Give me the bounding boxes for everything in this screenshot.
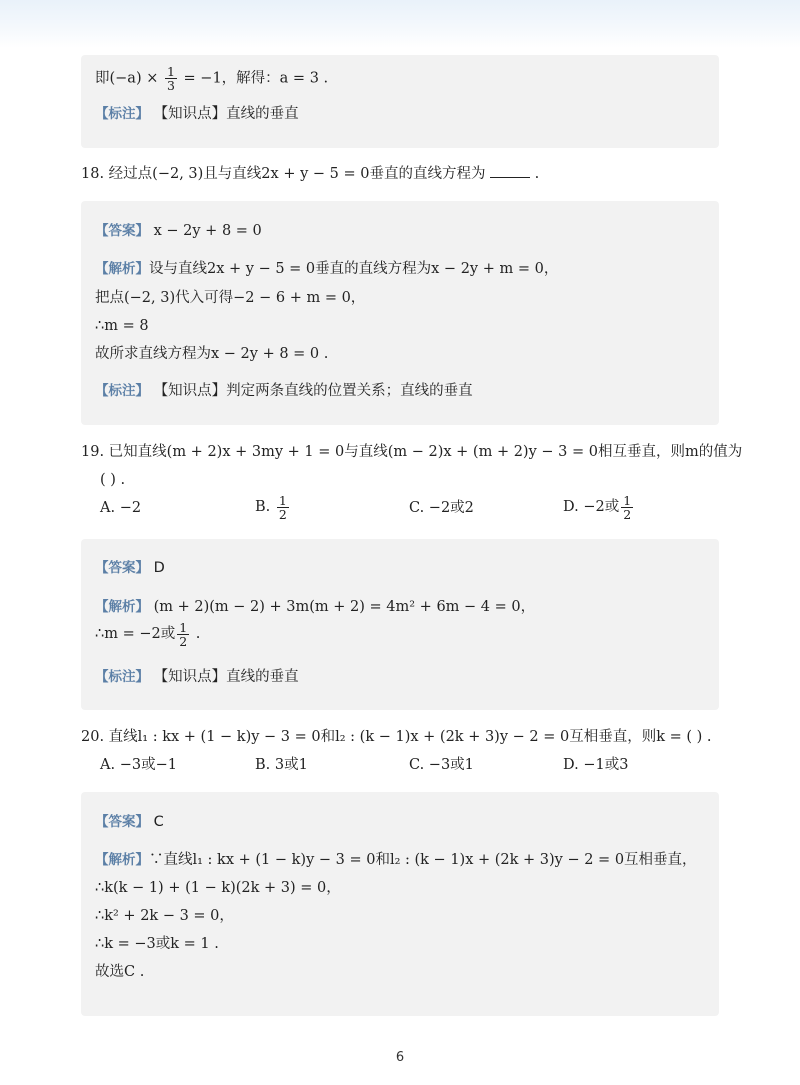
solution-box-17: [81, 55, 719, 148]
analysis-line: [95, 906, 234, 926]
option-text: D. −2或: [563, 499, 620, 515]
answer-text: x − 2y + 8 = 0: [153, 223, 262, 239]
question-20-stem: [81, 727, 712, 747]
answer-line: [95, 221, 262, 241]
question-text: 18. 经过点(−2, 3)且与直线2x + y − 5 = 0垂直的直线方程为: [81, 166, 486, 182]
option-b: [255, 490, 291, 524]
answer-line: [95, 812, 164, 832]
option-d: [563, 490, 635, 524]
analysis-text: 故选C .: [95, 964, 145, 980]
analysis-text: .: [191, 626, 201, 642]
analysis-line: [95, 962, 144, 982]
analysis-label: 【解析】: [95, 852, 149, 868]
analysis-text: ∴m = 8: [95, 318, 149, 334]
option-d: [563, 755, 628, 775]
option-text: B. 3或1: [255, 757, 308, 773]
fraction-numerator: 1: [623, 492, 632, 508]
fraction-denominator: 2: [278, 506, 287, 522]
analysis-text: 故所求直线方程为x − 2y + 8 = 0 .: [95, 346, 329, 362]
analysis-line: [95, 65, 328, 92]
solution-box-20: [81, 792, 719, 1016]
fraction: [277, 494, 289, 521]
solution-box-19: [81, 539, 719, 710]
option-c: [409, 755, 474, 775]
analysis-line: [95, 288, 365, 308]
question-text: 19. 已知直线(m + 2)x + 3my + 1 = 0与直线(m − 2)x + (m + 2)y − 3 = 0相互垂直，则m的值为: [81, 444, 743, 460]
fraction-numerator: 1: [166, 64, 175, 79]
answer-blank: [490, 164, 530, 178]
note-line: [95, 104, 299, 124]
analysis-text: 设与直线2x + y − 5 = 0垂直的直线方程为x − 2y + m = 0，: [149, 261, 559, 277]
analysis-label: 【解析】: [95, 599, 149, 615]
fraction-denominator: 2: [623, 506, 632, 522]
option-text: A. −2: [100, 500, 142, 516]
option-text: C. −2或2: [409, 500, 474, 516]
option-text: C. −3或1: [409, 757, 474, 773]
note-line: [95, 667, 299, 687]
answer-line: [95, 558, 165, 578]
question-text: .: [534, 166, 540, 182]
analysis-text: ∵直线l₁ : kx + (1 − k)y − 3 = 0和l₂ : (k − 1)x + (2k + 3)y − 2 = 0互相垂直，: [149, 852, 697, 868]
analysis-line: [95, 934, 219, 954]
question-text: ( ) .: [100, 472, 126, 488]
analysis-text: ∴k(k − 1) + (1 − k)(2k + 3) = 0，: [95, 880, 341, 896]
fraction-denominator: 2: [179, 633, 188, 649]
page-number: 6: [395, 1050, 405, 1065]
fraction-numerator: 1: [179, 619, 188, 635]
analysis-text: 把点(−2, 3)代入可得−2 − 6 + m = 0，: [95, 290, 366, 306]
analysis-text: ∴m = −2或: [95, 626, 176, 642]
analysis-line: [95, 259, 558, 279]
note-text: 【知识点】判定两条直线的位置关系；直线的垂直: [153, 383, 473, 399]
option-b: [255, 755, 308, 775]
analysis-line: [95, 597, 535, 617]
option-text: A. −3或−1: [100, 757, 177, 773]
note-text: 【知识点】直线的垂直: [153, 669, 299, 685]
fraction: [165, 65, 177, 92]
fraction-denominator: 3: [166, 78, 175, 93]
answer-text: D: [153, 560, 165, 576]
note-label: 【标注】: [95, 106, 149, 122]
analysis-text: = −1，解得：a = 3 .: [178, 70, 329, 87]
option-c: [409, 498, 474, 518]
analysis-line: [95, 344, 328, 364]
analysis-line: [95, 316, 149, 336]
note-line: [95, 381, 473, 401]
analysis-line: [95, 850, 697, 870]
note-label: 【标注】: [95, 669, 149, 685]
analysis-line: [95, 619, 200, 649]
note-label: 【标注】: [95, 383, 149, 399]
analysis-text: 即(−a) ×: [95, 70, 163, 87]
note-text: 【知识点】直线的垂直: [153, 106, 299, 122]
option-text: B.: [255, 499, 271, 515]
option-a: [100, 755, 177, 775]
analysis-label: 【解析】: [95, 261, 149, 277]
question-19-stem: [81, 442, 742, 462]
analysis-line: [95, 878, 341, 898]
option-text: D. −1或3: [563, 757, 629, 773]
analysis-text: ∴k = −3或k = 1 .: [95, 936, 219, 952]
question-text: 20. 直线l₁ : kx + (1 − k)y − 3 = 0和l₂ : (k − 1)x + (2k + 3)y − 2 = 0互相垂直，则k = ( ) .: [81, 729, 712, 745]
fraction: [621, 494, 633, 521]
analysis-text: ∴k² + 2k − 3 = 0，: [95, 908, 234, 924]
question-19-stem-cont: [100, 470, 125, 490]
solution-box-18: [81, 201, 719, 425]
answer-label: 【答案】: [95, 560, 149, 576]
answer-label: 【答案】: [95, 814, 149, 830]
header-band: [0, 0, 800, 48]
answer-label: 【答案】: [95, 223, 149, 239]
option-a: [100, 498, 141, 518]
answer-text: C: [153, 814, 164, 830]
question-18-stem: [81, 164, 539, 184]
fraction-numerator: 1: [278, 492, 287, 508]
analysis-text: (m + 2)(m − 2) + 3m(m + 2) = 4m² + 6m − 4 = 0，: [153, 599, 536, 615]
fraction: [177, 621, 189, 648]
